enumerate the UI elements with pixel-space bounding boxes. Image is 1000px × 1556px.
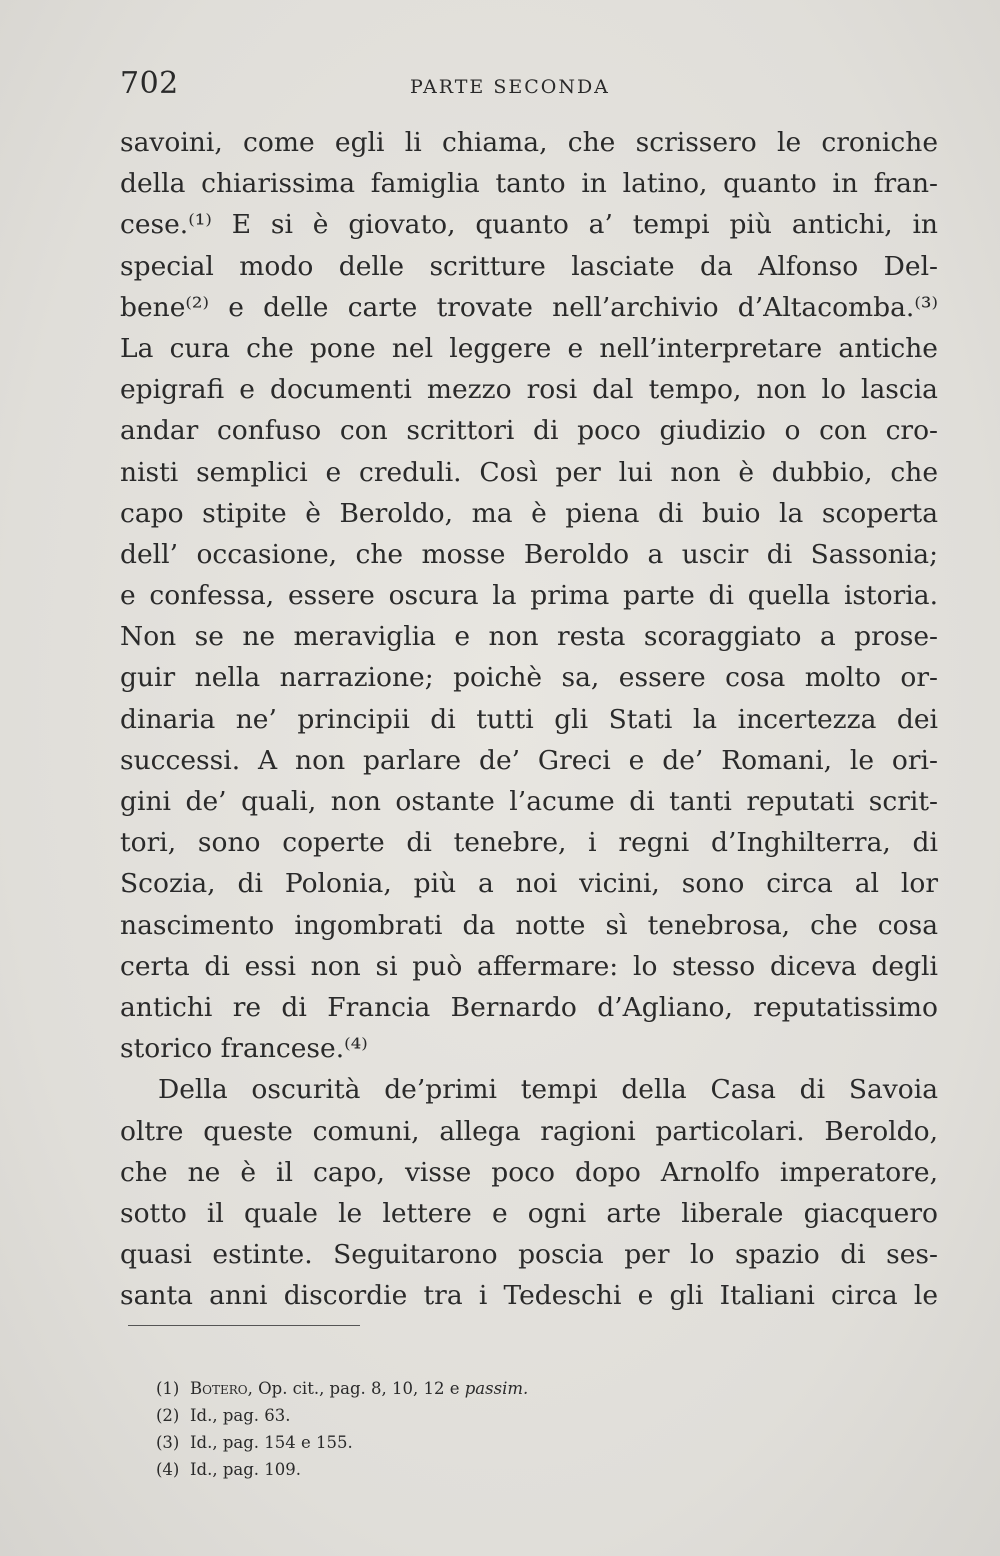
text-line: nisti semplici e creduli. Così per lui non è dubbio, che [120, 456, 938, 488]
footnote-3 [156, 1429, 756, 1456]
footnote-divider [128, 1325, 360, 1326]
text-line: sotto il quale le lettere e ogni arte liberale giacquero [120, 1197, 938, 1229]
body-text [120, 122, 938, 1316]
paragraph-start-line: Della oscurità de’primi tempi della Casa di Savoia [158, 1074, 938, 1106]
footnote-text: Id., pag. 154 e 155. [190, 1433, 353, 1452]
text-line: successi. A non parlare de’ Greci e de’ Romani, le ori- [120, 744, 938, 776]
text-line: santa anni discordie tra i Tedeschi e gli Italiani circa le [120, 1280, 938, 1312]
text-line: oltre queste comuni, allega ragioni particolari. Beroldo, [120, 1115, 938, 1147]
text-line: dinaria ne’ principii di tutti gli Stati la incertezza dei [120, 703, 938, 735]
text-line: andar confuso con scrittori di poco giudizio o con cro- [120, 415, 938, 447]
footnote-4 [156, 1456, 756, 1483]
footnote-marker: (3) [156, 1433, 180, 1452]
text-line: tori, sono coperte di tenebre, i regni d’Inghilterra, di [120, 827, 938, 859]
text-line: savoini, come egli li chiama, che scrissero le croniche [120, 127, 938, 158]
text-line: che ne è il capo, visse poco dopo Arnolfo imperatore, [120, 1156, 938, 1188]
page-number: 702 [120, 66, 179, 101]
text-line: Non se ne meraviglia e non resta scoraggiato a prose- [120, 621, 938, 653]
footnote-text: , Op. cit., pag. 8, 10, 12 e [247, 1379, 465, 1398]
text-line: nascimento ingombrati da notte sì tenebrosa, che cosa [120, 909, 938, 941]
footnote-text: Id., pag. 63. [190, 1406, 291, 1425]
text-line: della chiarissima famiglia tanto in latino, quanto in fran- [120, 168, 938, 200]
footnote-italic: passim. [464, 1379, 529, 1398]
text-line: bene⁽²⁾ e delle carte trovate nell’archivio d’Altacomba.⁽³⁾ [120, 291, 938, 323]
footnote-marker: (4) [156, 1460, 180, 1479]
text-line: Scozia, di Polonia, più a noi vicini, sono circa al lor [120, 868, 938, 900]
text-line: capo stipite è Beroldo, ma è piena di buio la scoperta [120, 497, 938, 529]
footnotes [156, 1375, 756, 1483]
footnote-marker: (1) [156, 1379, 180, 1398]
page-header [120, 62, 940, 102]
footnote-1 [156, 1375, 756, 1402]
text-line: e confessa, essere oscura la prima parte di quella istoria. [120, 580, 938, 612]
footnote-author: Botero [190, 1379, 248, 1398]
footnote-marker: (2) [156, 1406, 180, 1425]
text-line: epigrafi e documenti mezzo rosi dal tempo, non lo lascia [120, 374, 938, 406]
footnote-2 [156, 1402, 756, 1429]
text-line: special modo delle scritture lasciate da Alfonso Del- [120, 250, 938, 282]
text-line: La cura che pone nel leggere e nell’interpretare antiche [120, 332, 938, 364]
text-line: dell’ occasione, che mosse Beroldo a uscir di Sassonia; [120, 538, 938, 570]
footnote-text: Id., pag. 109. [190, 1460, 302, 1479]
text-line: certa di essi non si può affermare: lo stesso diceva degli [120, 950, 938, 982]
text-line: guir nella narrazione; poichè sa, essere cosa molto or- [120, 662, 938, 694]
paragraph-end-line: storico francese.⁽⁴⁾ [120, 1033, 368, 1065]
running-head: PARTE SECONDA [410, 76, 610, 98]
text-line: antichi re di Francia Bernardo d’Agliano, reputatissimo [120, 991, 938, 1023]
text-line: gini de’ quali, non ostante l’acume di tanti reputati scrit- [120, 786, 938, 817]
text-line: cese.⁽¹⁾ E si è giovato, quanto a’ tempi più antichi, in [120, 209, 938, 241]
text-line: quasi estinte. Seguitarono poscia per lo spazio di ses- [120, 1239, 938, 1271]
